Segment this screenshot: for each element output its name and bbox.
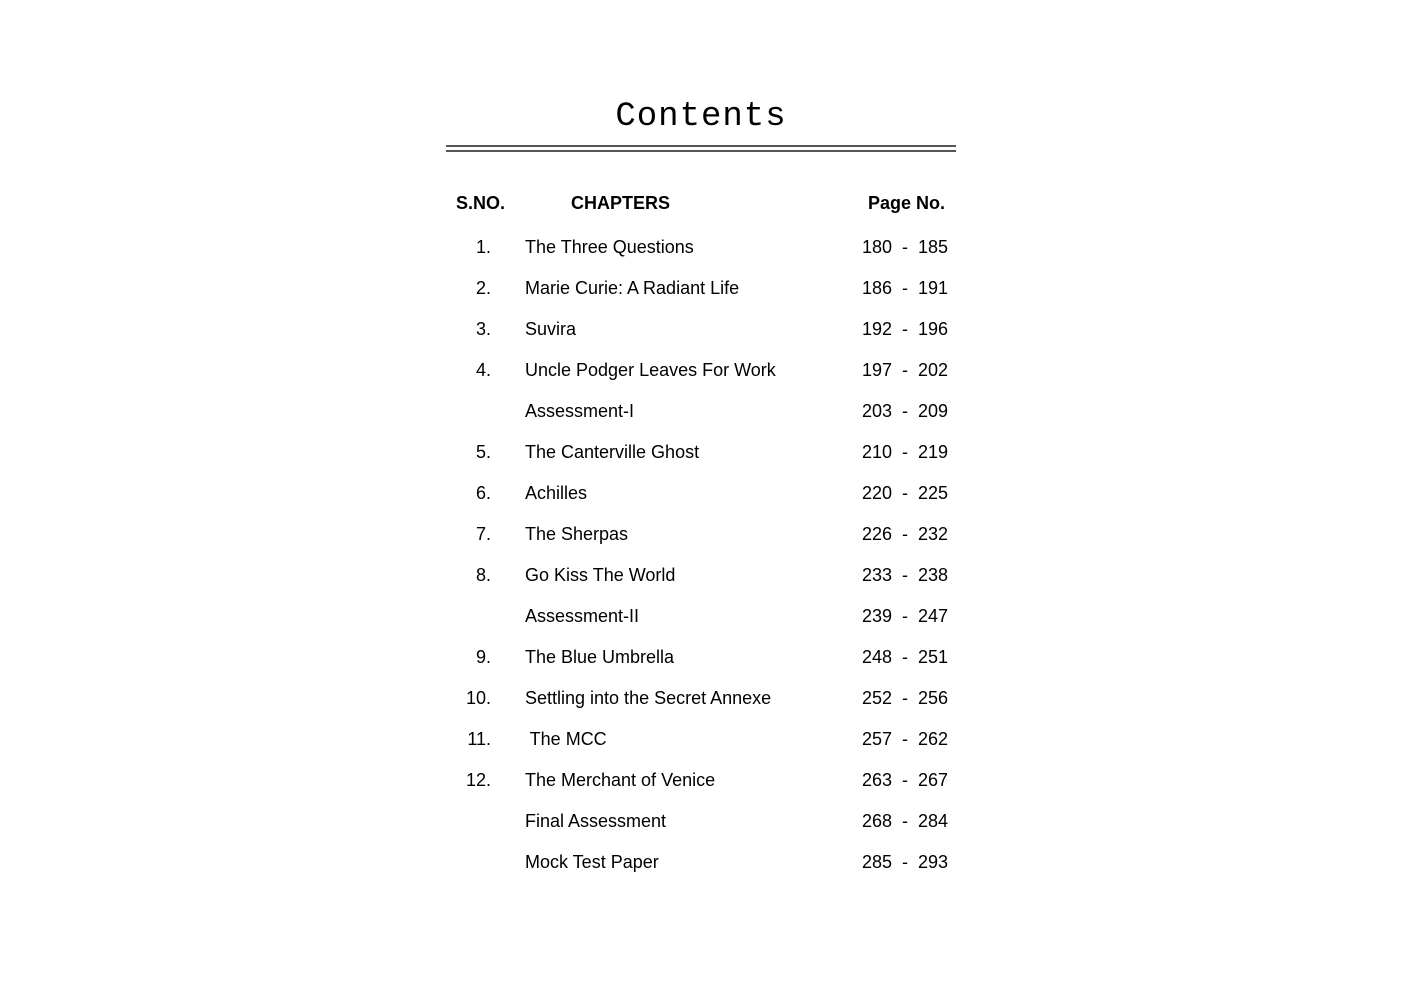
row-chapter: Settling into the Secret Annexe bbox=[525, 688, 772, 708]
page-title: Contents bbox=[615, 98, 787, 136]
header-sno: S.NO. bbox=[456, 193, 506, 213]
row-number: 10. bbox=[465, 688, 491, 708]
table-row bbox=[446, 809, 956, 850]
row-pages: 285 - 293 bbox=[862, 852, 949, 872]
row-number: 6. bbox=[475, 483, 491, 503]
row-chapter: Assessment-I bbox=[525, 401, 635, 421]
row-pages: 226 - 232 bbox=[862, 524, 949, 544]
row-chapter: Achilles bbox=[525, 483, 588, 503]
row-chapter: Assessment-II bbox=[525, 606, 640, 626]
table-row bbox=[446, 645, 956, 686]
row-pages: 203 - 209 bbox=[862, 401, 949, 421]
row-number: 4. bbox=[475, 360, 491, 380]
table-row bbox=[446, 276, 956, 317]
table-row bbox=[446, 317, 956, 358]
table-row bbox=[446, 727, 956, 768]
row-chapter: Suvira bbox=[525, 319, 577, 339]
row-number: 12. bbox=[465, 770, 491, 790]
row-pages: 233 - 238 bbox=[862, 565, 949, 585]
row-chapter: The Canterville Ghost bbox=[525, 442, 700, 462]
table-row bbox=[446, 440, 956, 481]
row-chapter: The Blue Umbrella bbox=[525, 647, 675, 667]
table-row bbox=[446, 850, 956, 891]
row-pages: 186 - 191 bbox=[862, 278, 949, 298]
row-pages: 239 - 247 bbox=[862, 606, 949, 626]
row-number: 9. bbox=[475, 647, 491, 667]
row-chapter: The Sherpas bbox=[525, 524, 629, 544]
title-rule-bottom bbox=[446, 150, 956, 152]
row-chapter: The MCC bbox=[525, 729, 607, 749]
row-pages: 210 - 219 bbox=[862, 442, 949, 462]
table-row bbox=[446, 604, 956, 645]
row-number: 11. bbox=[467, 729, 491, 749]
row-chapter: Marie Curie: A Radiant Life bbox=[525, 278, 740, 298]
row-number: 3. bbox=[475, 319, 491, 339]
row-pages: 197 - 202 bbox=[862, 360, 949, 380]
row-number: 8. bbox=[475, 565, 491, 585]
row-pages: 263 - 267 bbox=[862, 770, 949, 790]
row-number: 5. bbox=[475, 442, 491, 462]
row-chapter: Final Assessment bbox=[525, 811, 667, 831]
row-number: 1. bbox=[475, 237, 491, 257]
row-pages: 252 - 256 bbox=[862, 688, 949, 708]
row-pages: 268 - 284 bbox=[862, 811, 949, 831]
table-row bbox=[446, 768, 956, 809]
row-pages: 257 - 262 bbox=[862, 729, 949, 749]
row-chapter: The Three Questions bbox=[525, 237, 694, 257]
table-row bbox=[446, 522, 956, 563]
row-pages: 220 - 225 bbox=[862, 483, 949, 503]
header-page-no: Page No. bbox=[868, 193, 946, 213]
row-chapter: Go Kiss The World bbox=[525, 565, 676, 585]
row-pages: 192 - 196 bbox=[862, 319, 949, 339]
row-number: 2. bbox=[475, 278, 491, 298]
table-row bbox=[446, 358, 956, 399]
row-chapter: Uncle Podger Leaves For Work bbox=[525, 360, 776, 380]
title-rule-top bbox=[446, 145, 956, 147]
row-number: 7. bbox=[475, 524, 491, 544]
table-row bbox=[446, 399, 956, 440]
row-chapter: The Merchant of Venice bbox=[525, 770, 716, 790]
table-row bbox=[446, 235, 956, 276]
header-chapters: CHAPTERS bbox=[571, 193, 671, 213]
row-pages: 180 - 185 bbox=[862, 237, 949, 257]
row-chapter: Mock Test Paper bbox=[525, 852, 659, 872]
table-row bbox=[446, 481, 956, 522]
table-row bbox=[446, 563, 956, 604]
table-row bbox=[446, 686, 956, 727]
row-pages: 248 - 251 bbox=[862, 647, 949, 667]
